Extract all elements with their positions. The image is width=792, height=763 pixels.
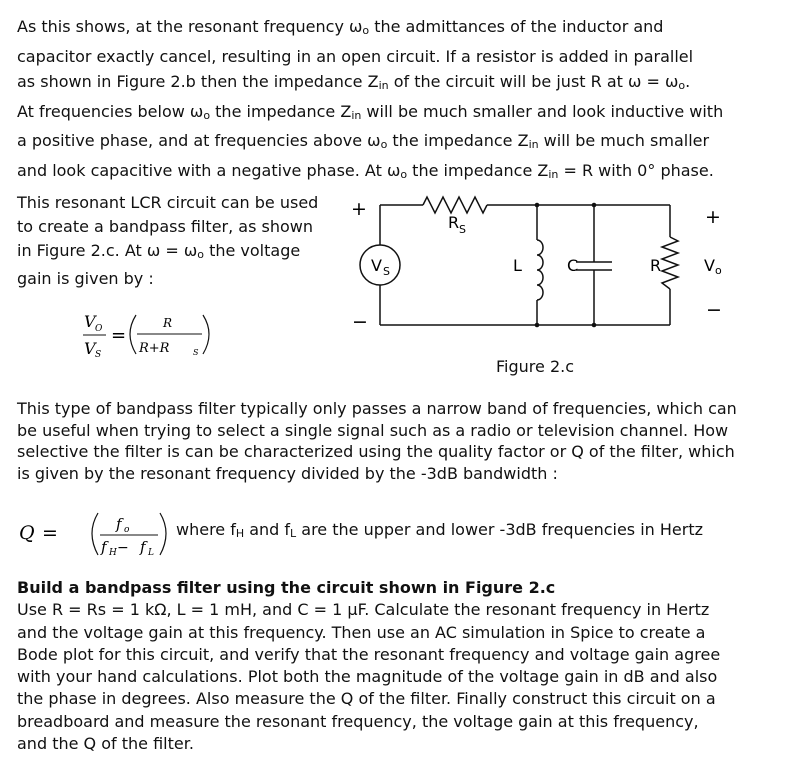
resistor-r-label: R	[650, 256, 662, 275]
intro-paragraph	[17, 14, 723, 187]
bandpass-line-3: in Figure 2.c. At ω = ωo the voltage	[17, 241, 301, 261]
quality-line-2: be useful when trying to select a single signal such as a radio or television channel. How	[17, 420, 729, 440]
capacitor-label: C	[567, 256, 579, 275]
gain-equation	[80, 306, 220, 358]
gain-frac-num: R	[163, 316, 173, 330]
task-line-3: Bode plot for this circuit, and verify that the resonant frequency and voltage gain agree	[17, 644, 721, 664]
gain-equals: =	[111, 325, 127, 346]
gain-num-sub: O	[95, 324, 103, 334]
gain-den-sub: S	[95, 350, 102, 360]
task-line-7: and the Q of the filter.	[17, 734, 194, 754]
bandpass-line-4: gain is given by :	[17, 269, 154, 288]
intro-line-4: At frequencies below ωo the impedance Zin will be much smaller and look inductive with	[17, 101, 724, 122]
q-den-sub2: L	[148, 548, 154, 558]
quality-line-4: is given by the resonant frequency divided by the -3dB bandwidth :	[17, 464, 558, 484]
q-num-sub: o	[124, 525, 130, 535]
gain-num-v: V	[84, 312, 96, 331]
intro-line-3: as shown in Figure 2.b then the impedance Zin of the circuit will be just R at ω = ωo.	[17, 72, 691, 92]
q-den-minus: −	[117, 540, 129, 556]
gain-frac-den: R+R	[139, 341, 170, 356]
q-equals: =	[42, 522, 58, 544]
intro-line-6: and look capacitive with a negative phase. At ωo the impedance Zin = R with 0° phase.	[17, 160, 714, 181]
output-label-sub: o	[715, 264, 722, 277]
source-label-sub: S	[383, 265, 390, 278]
bandpass-line-1: This resonant LCR circuit can be used	[17, 193, 319, 212]
rs-label: R	[448, 213, 460, 232]
task-heading: Build a bandpass filter using the circuit shown in Figure 2.c	[17, 578, 556, 597]
circuit-diagram	[345, 185, 745, 335]
q-den-a: f	[101, 538, 107, 556]
q-paren-left	[92, 513, 98, 555]
source-label: V	[371, 256, 382, 275]
rs-label-sub: S	[459, 223, 466, 236]
bandpass-line-2: to create a bandpass filter, as shown	[17, 217, 313, 236]
task-line-6: breadboard and measure the resonant frequency, the voltage gain at this frequency,	[17, 711, 699, 731]
resistor-r	[662, 237, 678, 289]
task-line-1: Use R = Rs = 1 kΩ, L = 1 mH, and C = 1 μF. Calculate the resonant frequency in Hertz	[17, 600, 710, 620]
inductor-coil	[537, 240, 543, 300]
gain-paren-right	[203, 315, 209, 354]
output-label: V	[704, 256, 715, 275]
q-equation	[16, 505, 166, 557]
output-minus: −	[706, 299, 722, 321]
q-description: where fH and fL are the upper and lower -3dB frequencies in Hertz	[176, 520, 704, 540]
q-symbol: Q	[19, 522, 35, 544]
quality-line-3: selective the filter is can be characterized using the quality factor or Q of the filter, which	[17, 442, 735, 462]
q-num: f	[116, 515, 122, 533]
bandpass-paragraph	[17, 191, 318, 291]
intro-line-1: As this shows, at the resonant frequency ωo the admittances of the inductor and	[17, 17, 664, 37]
gain-den-v: V	[84, 339, 96, 358]
source-minus: −	[352, 311, 368, 333]
resistor-rs	[423, 197, 487, 213]
output-plus: +	[705, 206, 721, 228]
q-paren-right	[160, 513, 166, 555]
intro-line-5: a positive phase, and at frequencies above ωo the impedance Zin will be much smaller	[17, 131, 710, 151]
intro-line-2: capacitor exactly cancel, resulting in an open circuit. If a resistor is added in parallel	[17, 46, 694, 66]
quality-line-1: This type of bandpass filter typically only passes a narrow band of frequencies, which can	[17, 399, 737, 418]
task-line-2: and the voltage gain at this frequency. Then use an AC simulation in Spice to create a	[17, 622, 706, 642]
quality-paragraph	[17, 398, 737, 485]
inductor-label: L	[513, 256, 522, 275]
figure-caption: Figure 2.c	[496, 357, 574, 376]
q-den-sub1: H	[109, 548, 117, 558]
task-paragraph	[17, 577, 720, 755]
source-plus: +	[351, 198, 367, 220]
task-line-5: the phase in degrees. Also measure the Q of the filter. Finally construct this circuit on a	[17, 689, 716, 709]
gain-paren-left	[130, 315, 136, 354]
task-line-4: with your hand calculations. Plot both the magnitude of the voltage gain in dB and also	[17, 667, 718, 687]
gain-frac-den-sub: S	[193, 348, 199, 357]
q-den-b: f	[140, 538, 146, 556]
